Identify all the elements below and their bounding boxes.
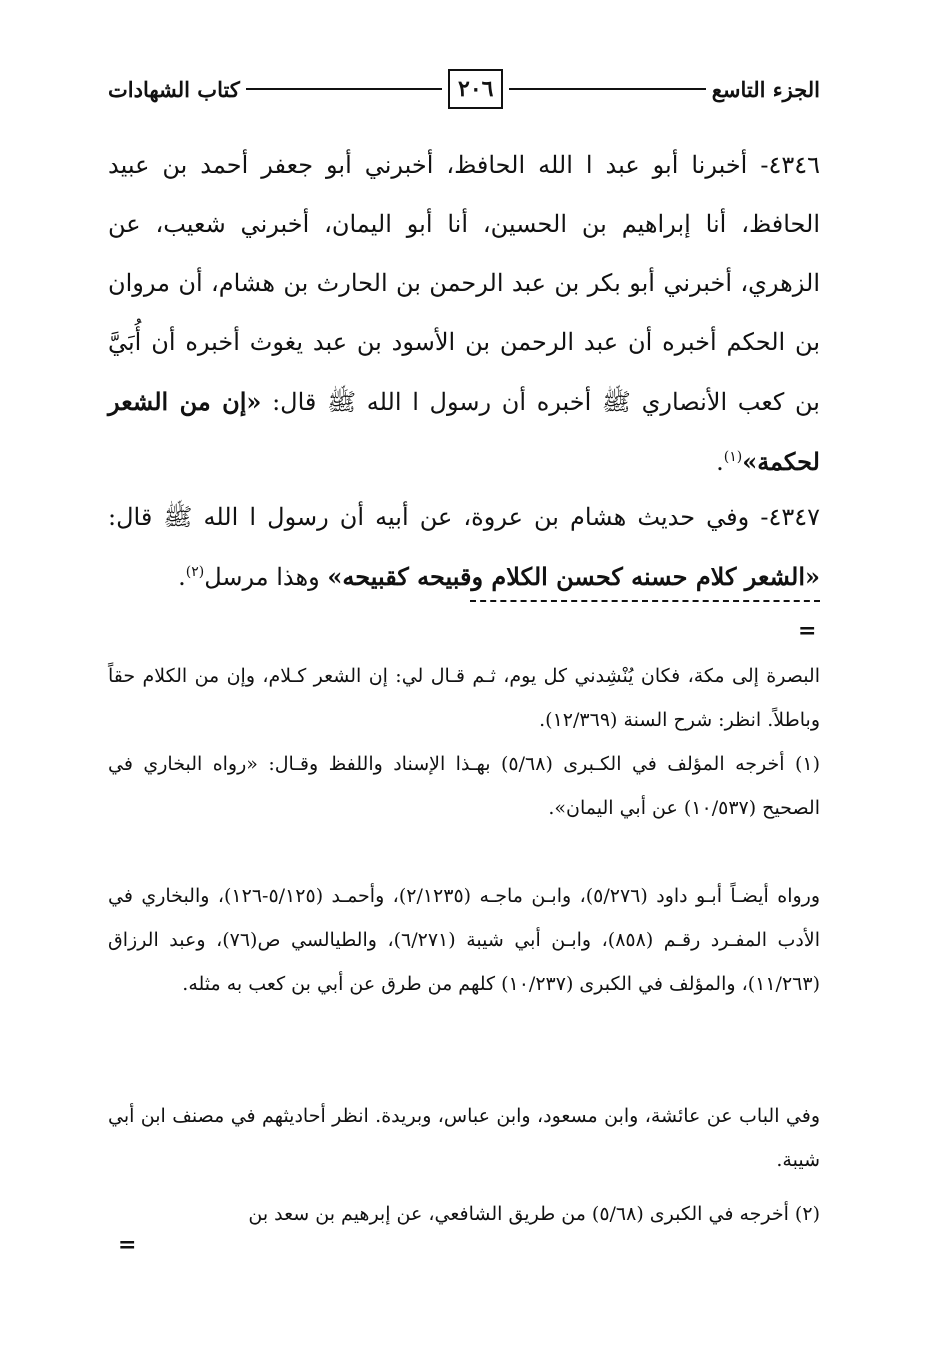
sentence-end: . (716, 448, 724, 476)
footnote-1-related: وفي الباب عن عائشة، وابن مسعود، وابن عباس، وبريدة. انظر أحاديثهم في مصنف ابن أبي شيبة. (108, 1105, 820, 1171)
hadith-4346 (108, 136, 820, 492)
footnote-continuation: البصرة إلى مكة، فكان يُنْشِدني كل يوم، ثـم قـال لي: إن الشعر كـلام، وإن من الكلام حقاً وباطلاً. انظر: شرح السنة (١٢/٣٦٩). (108, 665, 820, 731)
page-number: ٢٠٦ (448, 69, 503, 109)
continuation-mark-bottom: = (118, 1232, 137, 1258)
sentence-end: . (178, 563, 186, 591)
hadith-text: وفي حديث هشام بن عروة، عن أبيه أن رسول ا الله ﷺ قال: (108, 503, 750, 531)
header-rule-right (509, 88, 705, 90)
hadith-grading: وهذا مرسل (204, 563, 320, 591)
footnote-ref: (١) (723, 449, 743, 465)
hadith-number: ٤٣٤٦- (760, 151, 821, 179)
continuation-mark-top: = (798, 618, 817, 644)
hadith-text: أخبرنا أبو عبد ا الله الحافظ، أخبرني أبو جعفر أحمد بن عبيد الحافظ، أنا إبراهيم بن الحسين، أنا أبو اليمان، أخبرني شعيب، عن الزهري، أخبرني أبو بكر بن عبد الرحمن بن الحارث بن هشام، أن مروان بن الحكم أخبره أن عبد الرحمن بن الأسود بن عبد يغوث أخبره أن أُبَيَّ بن كعب الأنصاري ﷺ أخبره أن رسول ا الله ﷺ قال: (108, 151, 820, 416)
hadith-number: ٤٣٤٧- (760, 503, 820, 531)
header-rule-left (246, 88, 442, 90)
volume-label: الجزء التاسع (711, 76, 820, 102)
page-header (108, 66, 820, 112)
hadith-quote: «الشعر كلام حسنه كحسن الكلام وقبيحه كقبيحه» (327, 562, 820, 591)
footnote-ref: (٢) (185, 564, 205, 580)
footnote-1: (١) أخرجه المؤلف في الكـبرى (٥/٦٨) بهـذا الإسناد واللفظ وقـال: «رواه البخاري في الصحيح (١٠/٥٣٧) عن أبي اليمان». (108, 753, 820, 819)
hadith-4347 (108, 488, 820, 607)
book-title: كتاب الشهادات (108, 76, 240, 102)
footnote-1-references: ورواه أيضـاً أبـو داود (٥/٢٧٦)، وابـن ماجـه (٢/١٢٣٥)، وأحمـد (٥/١٢٥-١٢٦)، والبخاري في الأدب المفـرد رقـم (٨٥٨)، وابـن أبي شيبة (٦/٢٧١)، والطيالسي ص(٧٦)، وعبد الرزاق (١١/٢٦٣)، والمؤلف في الكبرى (١٠/٢٣٧) كلهم من طرق عن أبي بن كعب به مثله. (108, 885, 821, 995)
footnote-2: (٢) أخرجه في الكبرى (٥/٦٨) من طريق الشافعي، عن إبرهيم بن سعد بن (248, 1203, 820, 1225)
hadith-quote: «إن من الشعر لحكمة» (108, 387, 820, 476)
footnote-separator (470, 600, 820, 602)
